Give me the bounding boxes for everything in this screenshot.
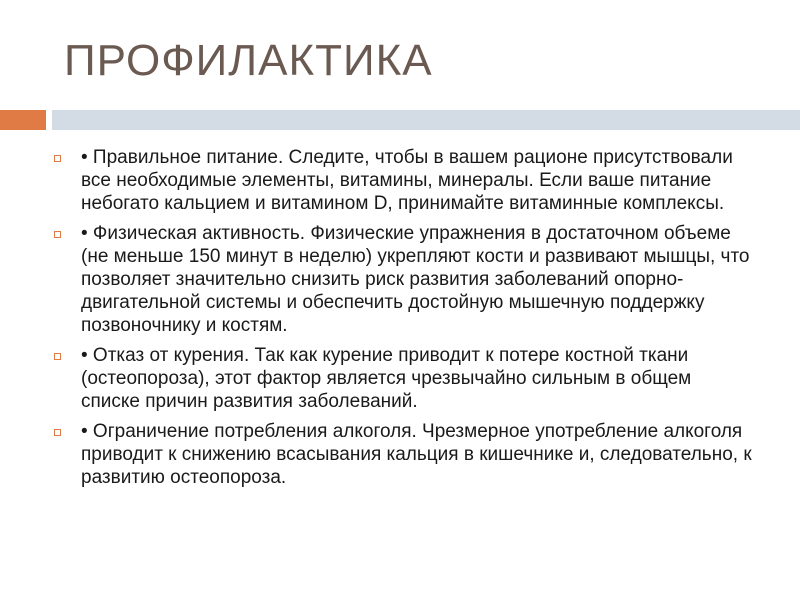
list-item-text: • Ограничение потребления алкоголя. Чрезмерное употребление алкоголя приводит к снижению всасывания кальция в кишечнике и, следовательно, к развитию остеопороза. (81, 421, 752, 488)
square-bullet-icon (54, 155, 61, 162)
slide-title: ПРОФИЛАКТИКА (64, 36, 433, 85)
list-item-text: • Физическая активность. Физические упражнения в достаточном объеме (не меньше 150 минут в неделю) укрепляют кости и развивают мышцы, что позволяет значительно снизить риск развития заболеваний опорно-двигательной системы и обеспечить достойную мышечную поддержку позвоночнику и костям. (81, 223, 750, 336)
square-bullet-icon (54, 353, 61, 360)
list-item (54, 344, 754, 413)
bullet-list (54, 146, 754, 496)
accent-bar (0, 110, 46, 130)
list-item-text: • Правильное питание. Следите, чтобы в вашем рационе присутствовали все необходимые элементы, витамины, минералы. Если ваше питание небогато кальцием и витамином D, принимайте витаминные комплексы. (81, 147, 733, 214)
square-bullet-icon (54, 231, 61, 238)
title-divider-bar (52, 110, 800, 130)
list-item (54, 420, 754, 489)
list-item (54, 146, 754, 215)
square-bullet-icon (54, 429, 61, 436)
list-item-text: • Отказ от курения. Так как курение приводит к потере костной ткани (остеопороза), этот фактор является чрезвычайно сильным в общем списке причин развития заболеваний. (81, 345, 692, 412)
list-item (54, 222, 754, 337)
